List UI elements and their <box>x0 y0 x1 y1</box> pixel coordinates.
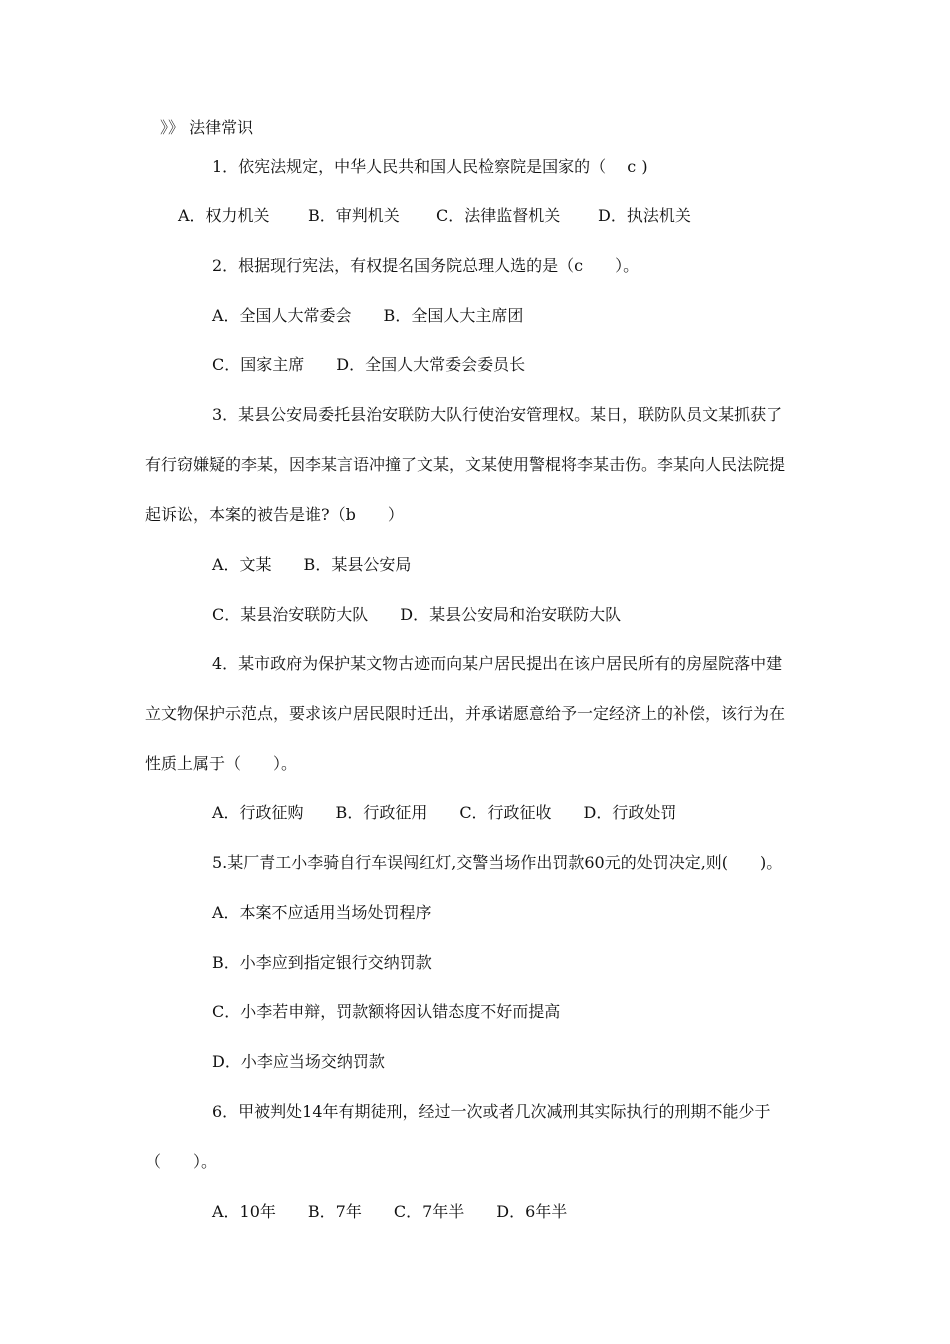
question-6-line-2: （ ）。 <box>145 1152 218 1171</box>
question-5-option-b: B．小李应到指定银行交纳罚款 <box>212 953 432 972</box>
question-3-line-2: 有行窃嫌疑的李某，因李某言语冲撞了文某，文某使用警棍将李某击伤。李某向人民法院提 <box>145 455 786 474</box>
q1-option-c: C．法律监督机关 <box>436 206 561 225</box>
question-2-options-ab: A．全国人大常委会 B．全国人大主席团 <box>212 306 524 325</box>
question-3-options-cd: C．某县治安联防大队 D．某县公安局和治安联防大队 <box>212 605 622 624</box>
q1-option-b: B．审判机关 <box>308 206 400 225</box>
q1-option-a: A．权力机关 <box>178 206 270 225</box>
question-4-line-1: 4．某市政府为保护某文物古迹而向某户居民提出在该户居民所有的房屋院落中建 <box>212 654 783 673</box>
question-3-line-1: 3．某县公安局委托县治安联防大队行使治安管理权。某日，联防队员文某抓获了 <box>212 405 783 424</box>
question-5-option-c: C．小李若申辩，罚款额将因认错态度不好而提高 <box>212 1002 561 1021</box>
q1-option-d: D．执法机关 <box>598 206 691 225</box>
question-3-options-ab: A．文某 B．某县公安局 <box>212 555 412 574</box>
question-5-option-a: A．本案不应适用当场处罚程序 <box>212 903 432 922</box>
question-3-line-3: 起诉讼，本案的被告是谁?（b ） <box>145 505 404 524</box>
question-2-options-cd: C．国家主席 D．全国人大常委会委员长 <box>212 355 526 374</box>
question-2-stem: 2．根据现行宪法，有权提名国务院总理人选的是（c ）。 <box>212 256 640 275</box>
question-6-line-1: 6．甲被判处14年有期徒刑，经过一次或者几次减刑其实际执行的刑期不能少于 <box>212 1102 771 1121</box>
question-4-line-2: 立文物保护示范点，要求该户居民限时迁出，并承诺愿意给予一定经济上的补偿，该行为在 <box>145 704 786 723</box>
question-6-options: A．10年 B．7年 C．7年半 D．6年半 <box>212 1202 568 1221</box>
section-heading: 》》 法律常识 <box>160 118 254 137</box>
question-5-option-d: D．小李应当场交纳罚款 <box>212 1052 385 1071</box>
question-1-stem: 1．依宪法规定，中华人民共和国人民检察院是国家的（ c ) <box>212 157 648 176</box>
question-5-stem: 5.某厂青工小李骑自行车误闯红灯,交警当场作出罚款60元的处罚决定,则( )。 <box>212 853 783 872</box>
question-4-line-3: 性质上属于（ ）。 <box>145 754 298 773</box>
question-4-options: A．行政征购 B．行政征用 C．行政征收 D．行政处罚 <box>212 803 677 822</box>
question-1-options <box>178 206 738 226</box>
